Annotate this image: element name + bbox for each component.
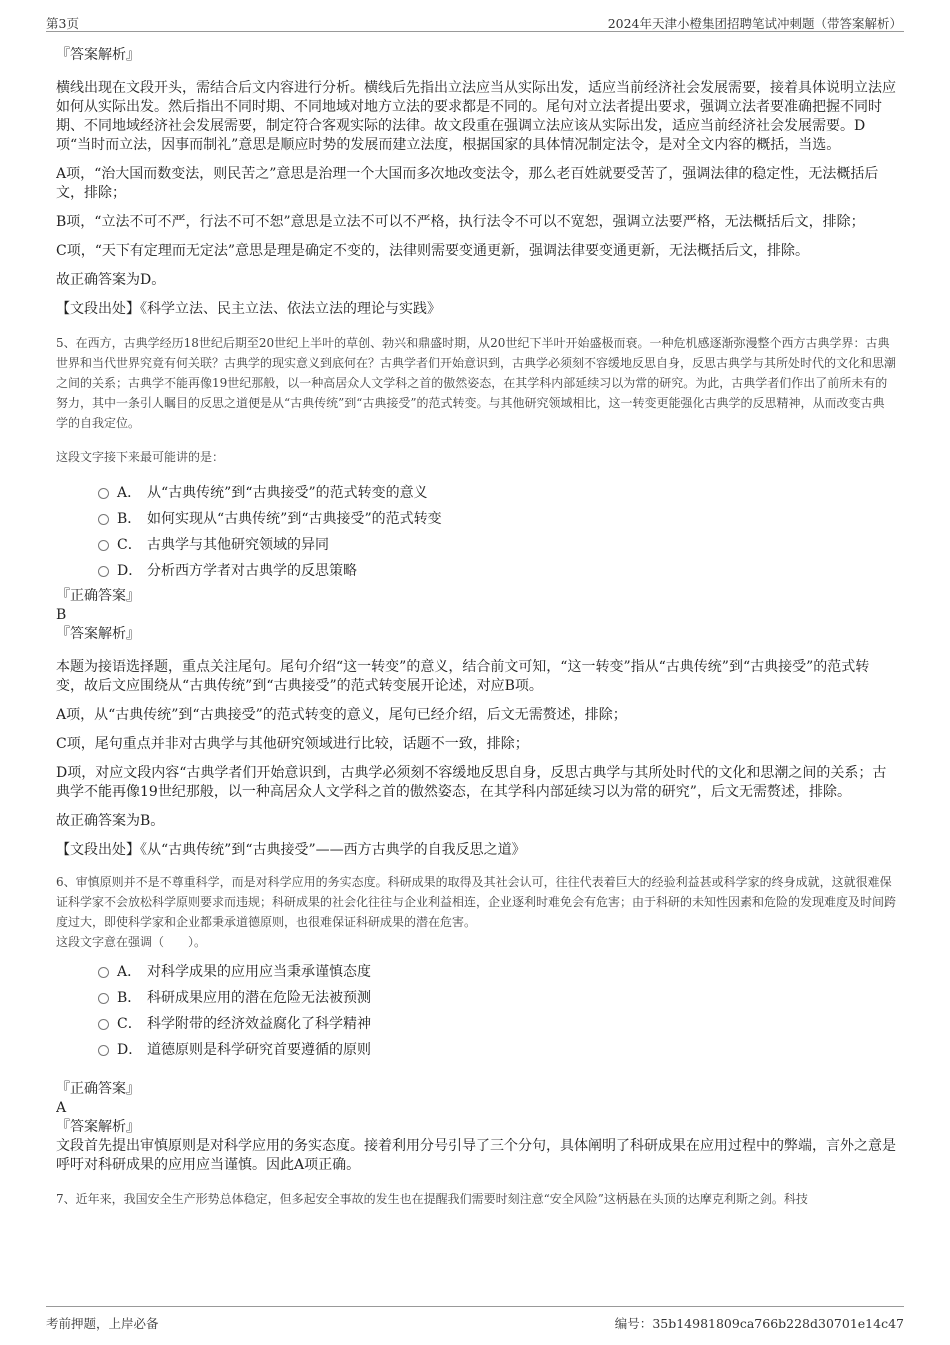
footer-divider: [46, 1306, 904, 1307]
document-id-value: 35b14981809ca766b228d30701e14c47: [652, 1316, 904, 1331]
q6-option-a[interactable]: A． 对科学成果的应用应当秉承谨慎态度: [98, 958, 896, 984]
radio-icon[interactable]: [98, 967, 109, 978]
q5-conclusion: 故正确答案为B。: [56, 813, 165, 829]
q5-analysis-text: 本题为接语选择题，重点关注尾句。尾句介绍“这一转变”的意义，结合前文可知，“这一转变”指从“古典传统”到“古典接受”的范式转变，故后文应围绕从“古典传统”到“古典接受”的范式转变展开论述，对应B项。: [56, 659, 870, 694]
q6-stem: 6、审慎原则并不是不尊重科学，而是对科学应用的务实态度。科研成果的取得及其社会认可，往往代表着巨大的经验利益甚或科学家的终身成就，这就很难保证科学家不会放松科学原则要求而违规；科研成果的社会化往往与企业利益相连，企业逐利时难免会有危害；由于科研的未知性因素和危险的发现难度及时间跨度过大，即使科学家和企业都秉承道德原则，也很难保证科研成果的潜在危害。: [56, 875, 896, 929]
page-header: [0, 0, 950, 36]
q5-answer: B: [56, 607, 67, 623]
q4-analysis-label: 『答案解析』: [56, 47, 140, 63]
q6-question: 这段文字意在强调（ ）。: [56, 935, 207, 949]
radio-icon[interactable]: [98, 1045, 109, 1056]
q6-analysis-text: 文段首先提出审慎原则是对科学应用的务实态度。接着利用分号引导了三个分句，具体阐明了科研成果在应用过程中的弊端，言外之意是呼吁对科研成果的应用应当谨慎。因此A项正确。: [56, 1138, 896, 1173]
q6-analysis-label: 『答案解析』: [56, 1119, 140, 1135]
q6-answer: A: [56, 1100, 67, 1116]
page-number: 第3页: [46, 16, 79, 31]
radio-icon[interactable]: [98, 993, 109, 1004]
q5-option-c-analysis: C项，尾句重点并非对古典学与其他研究领域进行比较，话题不一致，排除；: [56, 736, 529, 752]
document-title: 2024年天津小橙集团招聘笔试冲刺题（带答案解析）: [607, 16, 902, 31]
q6-option-c[interactable]: C． 科学附带的经济效益腐化了科学精神: [98, 1010, 896, 1036]
q5-analysis-label: 『答案解析』: [56, 626, 140, 642]
q5-option-b[interactable]: B． 如何实现从“古典传统”到“古典接受”的范式转变: [98, 505, 896, 531]
q4-source: 【文段出处】《科学立法、民主立法、依法立法的理论与实践》: [56, 301, 441, 317]
document-id: [615, 1314, 904, 1332]
q4-analysis-text: 横线出现在文段开头，需结合后文内容进行分析。横线后先指出立法应当从实际出发，适应当前经济社会发展需要，接着具体说明立法应如何从实际出发。然后指出不同时期、不同地域对地方立法的要求都是不同的。尾句对立法者提出要求，强调立法者要准确把握不同时期、不同地域经济社会发展需要，制定符合客观实际的法律。故文段重在强调立法应该从实际出发，适应当前经济社会发展需要。D项“当时而立法，因事而制礼”意思是顺应时势的发展而建立法度，根据国家的具体情况制定法令，是对全文内容的概括，当选。: [56, 80, 896, 153]
q5-option-c[interactable]: C． 古典学与其他研究领域的异同: [98, 531, 896, 557]
q4-conclusion: 故正确答案为D。: [56, 272, 166, 288]
footer-slogan: 考前押题，上岸必备: [46, 1316, 159, 1331]
q5-option-a[interactable]: A． 从“古典传统”到“古典接受”的范式转变的意义: [98, 479, 896, 505]
page-content: [56, 46, 896, 1298]
document-id-label: 编号：: [614, 1316, 653, 1331]
q7-stem-partial: 7、近年来，我国安全生产形势总体稳定，但多起安全事故的发生也在提醒我们需要时刻注意“安全风险”这柄悬在头顶的达摩克利斯之剑。科技: [56, 1192, 808, 1206]
q6-option-b[interactable]: B． 科研成果应用的潜在危险无法被预测: [98, 984, 896, 1010]
q5-option-a-analysis: A项，从“古典传统”到“古典接受”的范式转变的意义，尾句已经介绍，后文无需赘述，排除；: [56, 707, 627, 723]
q4-option-b-analysis: B项，“立法不可不严，行法不可不恕”意思是立法不可以不严格，执行法令不可以不宽恕，强调立法要严格，无法概括后文，排除；: [56, 214, 865, 230]
radio-icon[interactable]: [98, 488, 109, 499]
q5-options: [56, 479, 896, 583]
radio-icon[interactable]: [98, 514, 109, 525]
q6-answer-label: 『正确答案』: [56, 1081, 140, 1097]
q5-stem: 5、在西方，古典学经历18世纪后期至20世纪上半叶的草创、勃兴和鼎盛时期，从20世纪下半叶开始盛极而衰。一种危机感逐渐弥漫整个西方古典学界：古典世界和当代世界究竟有何关联？古典学的现实意义到底何在？古典学者们开始意识到，古典学必须刻不容缓地反思自身，反思古典学与其所处时代的文化和思潮之间的关系；古典学不能再像19世纪那般，以一种高居众人文学科之首的傲然姿态，在其学科内部延续习以为常的研究。为此，古典学者们作出了前所未有的努力，其中一条引人瞩目的反思之道便是从“古典传统”到“古典接受”的范式转变。与其他研究领域相比，这一转变更能强化古典学的反思精神，从而改变古典学的自我定位。: [56, 336, 896, 430]
q4-option-a-analysis: A项，“治大国而数变法，则民苦之”意思是治理一个大国而多次地改变法令，那么老百姓就要受苦了，强调法律的稳定性，无法概括后文，排除；: [56, 166, 879, 201]
header-divider: [46, 31, 904, 32]
radio-icon[interactable]: [98, 566, 109, 577]
q5-option-d[interactable]: D． 分析西方学者对古典学的反思策略: [98, 557, 896, 583]
radio-icon[interactable]: [98, 540, 109, 551]
q6-option-d[interactable]: D． 道德原则是科学研究首要遵循的原则: [98, 1036, 896, 1062]
q6-options: [56, 958, 896, 1062]
q5-question: 这段文字接下来最可能讲的是：: [56, 450, 225, 464]
q5-option-d-analysis: D项，对应文段内容“古典学者们开始意识到，古典学必须刻不容缓地反思自身，反思古典学与其所处时代的文化和思潮之间的关系；古典学不能再像19世纪那般，以一种高居众人文学科之首的傲然姿态，在其学科内部延续习以为常的研究”，后文无需赘述，排除。: [56, 765, 887, 800]
q4-option-c-analysis: C项，“天下有定理而无定法”意思是理是确定不变的，法律则需要变通更新，强调法律要变通更新，无法概括后文，排除。: [56, 243, 810, 259]
q5-answer-label: 『正确答案』: [56, 588, 140, 604]
q5-source: 【文段出处】《从“古典传统”到“古典接受”——西方古典学的自我反思之道》: [56, 842, 526, 858]
radio-icon[interactable]: [98, 1019, 109, 1030]
page-footer: [0, 1306, 950, 1345]
